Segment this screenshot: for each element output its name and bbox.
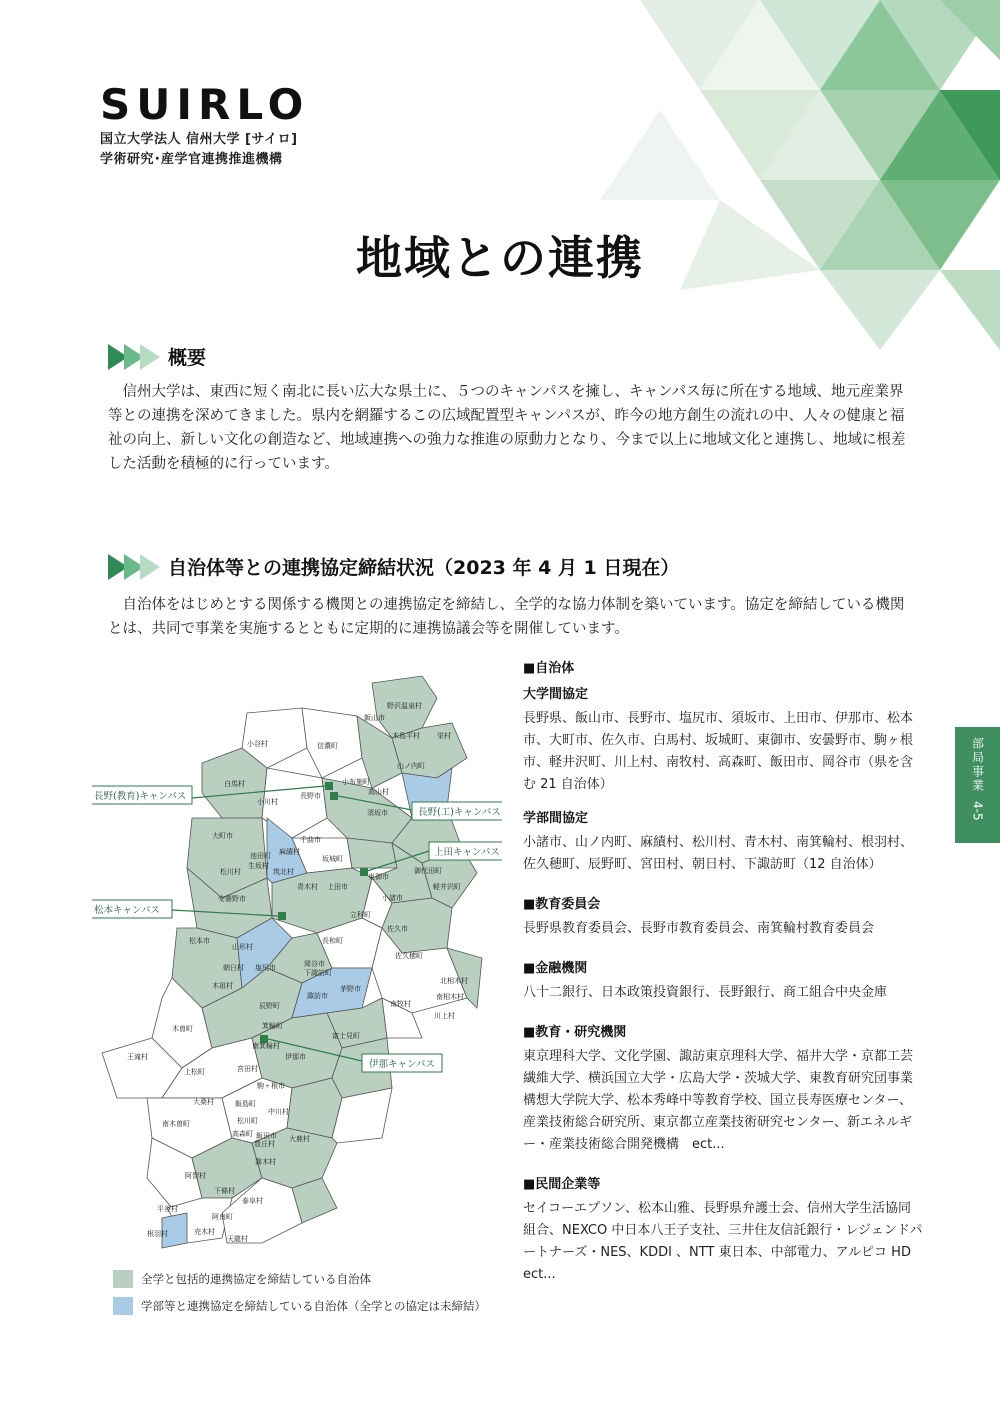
- place-label: 野沢温泉村: [387, 702, 422, 710]
- univ-agreement-heading: 大学間協定: [523, 687, 589, 702]
- place-label: 宮田村: [237, 1065, 258, 1073]
- education-heading: ■教育委員会: [523, 897, 601, 912]
- place-label: 平谷村: [157, 1205, 178, 1213]
- place-label: 大鹿村: [289, 1135, 310, 1143]
- nagano-map: [92, 668, 502, 1268]
- faculty-agreement-heading: 学部間協定: [523, 811, 589, 826]
- place-label: 池田町: [250, 852, 271, 860]
- campus-label: 上田キャンパス: [434, 847, 500, 858]
- place-label: 軽井沢町: [433, 883, 461, 891]
- place-label: 高森町: [232, 1130, 253, 1138]
- place-label: 白馬村: [224, 780, 245, 788]
- place-label: 朝日村: [223, 964, 244, 972]
- logo-wordmark: SUIRLO: [100, 80, 310, 129]
- place-label: 山ノ内町: [397, 762, 425, 770]
- finance-list: 八十二銀行、日本政策投資銀行、長野銀行、商工組合中央金庫: [523, 985, 888, 1000]
- research-heading: ■教育・研究機関: [523, 1025, 627, 1040]
- place-label: 長和町: [322, 937, 343, 945]
- place-label: 北相木村: [440, 977, 468, 985]
- univ-agreement-list: 長野県、飯山市、長野市、塩尻市、須坂市、上田市、伊那市、松本市、大町市、佐久市、白馬村、坂城町、東御市、安曇野市、駒ヶ根市、軽井沢町、川上村、南牧村、高森町、飯田市、岡谷市（県を含む 21 自治体）: [523, 711, 914, 792]
- place-label: 小谷村: [247, 740, 268, 748]
- overview-heading: [108, 343, 206, 370]
- legend-item-full: [113, 1270, 371, 1288]
- place-label: 青木村: [297, 883, 318, 891]
- chevron-arrows-icon: [108, 344, 156, 370]
- chevron-arrows-icon: [108, 554, 156, 580]
- place-label: 小川村: [257, 798, 278, 806]
- place-label: 立科町: [350, 911, 371, 919]
- place-label: 泰阜村: [242, 1197, 263, 1205]
- logo: [100, 80, 309, 170]
- place-label: 麻績村: [279, 848, 300, 856]
- place-label: 佐久穂町: [395, 952, 423, 960]
- overview-heading-text: 概要: [168, 347, 207, 369]
- place-label: 木祖村: [212, 982, 233, 990]
- org-name-line1: 国立大学法人 信州大学 [サイロ]: [100, 132, 298, 147]
- place-label: 飯山市: [364, 714, 385, 722]
- campus-marker: [278, 912, 286, 920]
- place-label: 木曽町: [172, 1025, 193, 1033]
- section-side-tab: [955, 727, 1000, 843]
- place-label: 信濃町: [317, 742, 338, 750]
- place-label: 川上村: [434, 1012, 455, 1020]
- place-label: 箕輪町: [262, 1022, 283, 1030]
- overview-body: 信州大学は、東西に短く南北に長い広大な県土に、５つのキャンパスを擁し、キャンパス毎に所在する地域、地元産業界等との連携を深めてきました。県内を網羅するこの広域配置型キャンパスが、昨今の地方創生の流れの中、人々の健康と福祉の向上、新しい文化の創造など、地域連携への強力な推進の原動力となり、今まで以上に地域文化と連携し、地域に根差した活動を積極的に行っています。: [108, 384, 906, 472]
- place-label: 大桑村: [193, 1098, 214, 1106]
- faculty-agreement-list: 小諸市、山ノ内町、麻績村、松川村、青木村、南箕輪村、根羽村、佐久穂町、辰野町、宮田村、朝日村、下諏訪町（12 自治体）: [523, 835, 914, 872]
- education-list: 長野県教育委員会、長野市教育委員会、南箕輪村教育委員会: [523, 921, 875, 936]
- place-label: 安曇野市: [218, 895, 246, 903]
- place-label: 天龍村: [227, 1235, 248, 1243]
- place-label: 根羽村: [147, 1230, 168, 1238]
- place-label: 中川村: [268, 1108, 289, 1116]
- research-list: 東京理科大学、文化学園、諏訪東京理科大学、福井大学・京都工芸繊維大学、横浜国立大学・広島大学・茨城大学、東教育研究団事業構想大学院大学、松本秀峰中等教育学校、国立長寿医療センター、産業技術総合研究所、東京都立産業技術研究センター、新エネルギー・産業技術総合開発機構 ect...: [523, 1049, 914, 1152]
- campus-marker: [330, 792, 338, 800]
- side-tab-page: 4-5: [970, 801, 985, 821]
- place-label: 南牧村: [390, 1000, 411, 1008]
- municipality-regions: [102, 676, 482, 1248]
- side-tab-label: 部局事業: [970, 737, 985, 793]
- place-label: 下諏訪町: [304, 969, 332, 977]
- place-label: 松川村: [220, 868, 241, 876]
- place-label: 豊丘村: [254, 1140, 275, 1148]
- place-label: 松本市: [189, 937, 210, 945]
- campus-label: 長野(教育)キャンパス: [94, 791, 187, 802]
- place-label: 坂城町: [322, 855, 343, 863]
- agreements-heading: [108, 553, 679, 580]
- place-label: 須坂市: [367, 809, 388, 817]
- place-label: 南箕輪村: [252, 1042, 280, 1050]
- org-name-line2: 学術研究･産学官連携推進機構: [100, 152, 283, 167]
- legend-item-faculty: [113, 1297, 486, 1315]
- place-label: 小諸市: [382, 894, 403, 902]
- campus-label: 長野(工)キャンパス: [418, 807, 501, 818]
- partners-list: [523, 660, 923, 1286]
- place-label: 松川町: [237, 1117, 258, 1125]
- place-label: 生坂村: [248, 862, 269, 870]
- campus-marker: [325, 782, 333, 790]
- private-heading: ■民間企業等: [523, 1177, 601, 1192]
- place-label: 辰野町: [259, 1002, 280, 1010]
- campus-label: 松本キャンパス: [94, 905, 160, 916]
- place-label: 岡谷市: [304, 960, 325, 968]
- decorative-triangles: [560, 0, 1000, 360]
- place-label: 飯田市: [256, 1132, 277, 1140]
- place-label: 御代田町: [414, 867, 442, 875]
- place-label: 下條村: [214, 1187, 235, 1195]
- place-label: 栄村: [437, 732, 451, 740]
- place-label: 筑北村: [273, 868, 294, 876]
- legend-swatch: [113, 1270, 133, 1288]
- place-label: 上田市: [327, 883, 348, 891]
- place-label: 山形村: [232, 943, 253, 951]
- place-label: 駒ヶ根市: [257, 1082, 285, 1090]
- place-label: 大町市: [212, 832, 233, 840]
- place-label: 木島平村: [392, 732, 420, 740]
- legend-label: 学部等と連携協定を締結している自治体（全学との協定は未締結）: [141, 1299, 486, 1313]
- campus-label: 伊那キャンパス: [369, 1059, 435, 1070]
- place-label: 上松町: [184, 1068, 205, 1076]
- place-label: 諏訪市: [307, 992, 328, 1000]
- finance-heading: ■金融機関: [523, 961, 588, 976]
- place-label: 南相木村: [436, 993, 464, 1001]
- place-label: 阿智村: [185, 1172, 206, 1180]
- agreements-heading-text: 自治体等との連携協定締結状況（2023 年 4 月 1 日現在）: [168, 557, 680, 579]
- place-label: 千曲市: [300, 836, 321, 844]
- place-label: 茅野市: [340, 985, 361, 993]
- region: [287, 1078, 342, 1138]
- place-label: 長野市: [300, 792, 321, 800]
- municipality-heading: ■自治体: [523, 661, 575, 676]
- agreements-body: 自治体をはじめとする関係する機関との連携協定を締結し、全学的な協力体制を築いています。協定を締結している機関とは、共同で事業を実施するとともに定期的に連携協議会等を開催しています。: [108, 597, 905, 637]
- place-label: 飯島町: [235, 1100, 256, 1108]
- page-title: 地域との連携: [356, 231, 644, 285]
- place-label: 伊那市: [285, 1053, 306, 1061]
- legend-label: 全学と包括的連携協定を締結している自治体: [141, 1272, 371, 1286]
- place-label: 阿南町: [212, 1213, 233, 1221]
- place-label: 小布施町: [342, 778, 370, 786]
- legend-swatch: [113, 1297, 133, 1315]
- place-label: 売木村: [194, 1228, 215, 1236]
- place-label: 喬木村: [255, 1158, 276, 1166]
- private-list: セイコーエプソン、松本山雅、長野県弁護士会、信州大学生活協同組合、NEXCO 中日本八王子支社、三井住友信託銀行・レジェンドパートナーズ・NES、KDDI 、NTT 東日本、中部電力、アルピコ HD ect...: [523, 1201, 924, 1282]
- place-label: 王滝村: [127, 1053, 148, 1061]
- place-label: 塩尻市: [255, 964, 276, 972]
- place-label: 富士見町: [332, 1032, 360, 1040]
- place-label: 高山村: [368, 788, 389, 796]
- place-label: 佐久市: [387, 925, 408, 933]
- place-label: 南木曽町: [162, 1120, 190, 1128]
- place-label: 東御市: [368, 873, 389, 881]
